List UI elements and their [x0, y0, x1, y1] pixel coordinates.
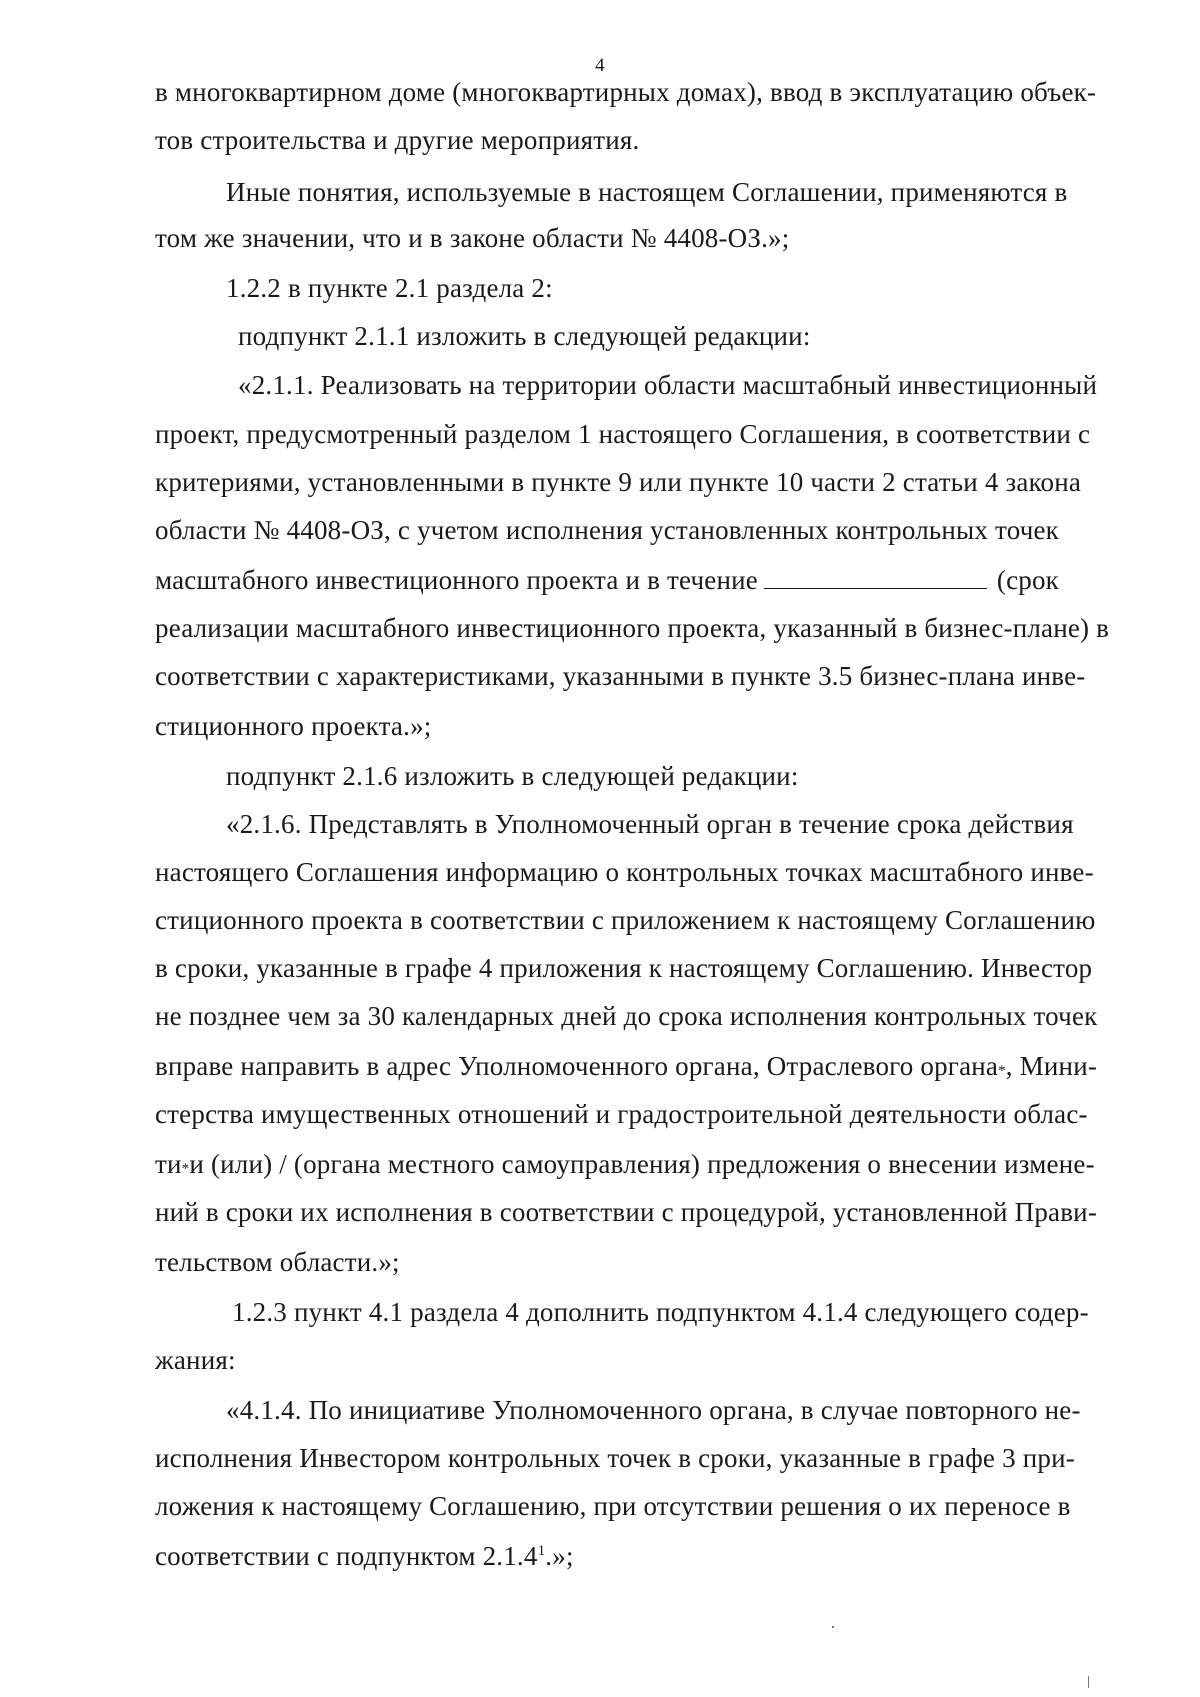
text-segment: и (или) / (органа местного самоуправления) предложения о внесении измене-: [189, 1149, 1095, 1179]
text-segment: вправе направить в адрес Уполномоченного органа, Отраслевого органа: [155, 1051, 999, 1081]
text-segment: (срок: [996, 565, 1059, 595]
text-line: тов строительства и другие мероприятия.: [155, 125, 640, 155]
fill-in-blank: [764, 568, 987, 589]
text-line: жания:: [155, 1345, 236, 1375]
text-line: ложения к настоящему Соглашению, при отсутствии решения о их переносе в: [155, 1491, 1071, 1521]
text-line: проект, предусмотренный разделом 1 настоящего Соглашения, в соответствии с: [155, 419, 1091, 449]
footnote-mark: 1: [537, 1543, 546, 1559]
text-line: критериями, установленными в пункте 9 или пункте 10 части 2 статьи 4 закона: [155, 467, 1082, 497]
text-segment: .»;: [545, 1541, 574, 1571]
paragraph-first-line: подпункт 2.1.6 изложить в следующей редакции:: [226, 761, 799, 791]
text-line: соответствии с характеристиками, указанными в пункте 3.5 бизнес-плана инве-: [155, 661, 1086, 691]
paragraph-first-line: Иные понятия, используемые в настоящем Соглашении, применяются в: [226, 177, 1068, 207]
page-number: 4: [595, 55, 605, 76]
scan-mark: [1088, 1676, 1089, 1688]
text-line: исполнения Инвестором контрольных точек в сроки, указанные в графе 3 при-: [155, 1443, 1075, 1473]
paragraph-first-line: 1.2.2 в пункте 2.1 раздела 2:: [226, 273, 553, 303]
text-line: в сроки, указанные в графе 4 приложения к настоящему Соглашению. Инвестор: [155, 953, 1093, 983]
paragraph-first-line: «2.1.6. Представлять в Уполномоченный орган в течение срока действия: [226, 809, 1074, 839]
text-line: стиционного проекта в соответствии с приложением к настоящему Соглашению: [155, 905, 1096, 935]
text-line: стиционного проекта.»;: [155, 711, 432, 741]
text-line: реализации масштабного инвестиционного проекта, указанный в бизнес-плане) в: [155, 613, 1110, 643]
text-line-with-footnote: вправе направить в адрес Уполномоченного органа, Отраслевого органа * , Мини-: [155, 1051, 1098, 1081]
text-line: стерства имущественных отношений и градостроительной деятельности облас-: [155, 1099, 1088, 1129]
text-line: тельством области.»;: [155, 1247, 400, 1277]
paragraph-first-line: «2.1.1. Реализовать на территории области масштабный инвестиционный: [238, 370, 1098, 400]
text-line-with-footnote: ти * и (или) / (органа местного самоуправления) предложения о внесении измене-: [155, 1149, 1095, 1179]
paragraph-first-line: 1.2.3 пункт 4.1 раздела 4 дополнить подпунктом 4.1.4 следующего содер-: [232, 1297, 1089, 1327]
text-line-with-blank: [155, 564, 1059, 596]
text-line: настоящего Соглашения информацию о контрольных точках масштабного инве-: [155, 857, 1094, 887]
paragraph-first-line: подпункт 2.1.1 изложить в следующей редакции:: [238, 321, 811, 351]
scan-speck: [832, 1626, 834, 1628]
text-line: ний в сроки их исполнения в соответствии с процедурой, установленной Прави-: [155, 1197, 1098, 1227]
text-segment: масштабного инвестиционного проекта и в течение: [155, 565, 758, 595]
text-segment: соответствии с подпунктом 2.1.4: [155, 1541, 538, 1571]
text-line: в многоквартирном доме (многоквартирных домах), ввод в эксплуатацию объек-: [155, 77, 1097, 107]
text-segment: , Мини-: [1005, 1051, 1098, 1081]
text-line: не позднее чем за 30 календарных дней до срока исполнения контрольных точек: [155, 1001, 1098, 1031]
text-line: области № 4408-ОЗ, с учетом исполнения установленных контрольных точек: [155, 515, 1059, 545]
text-segment: ти: [155, 1149, 182, 1179]
text-line-with-footnote: [155, 1540, 574, 1572]
paragraph-first-line: «4.1.4. По инициативе Уполномоченного органа, в случае повторного не-: [226, 1395, 1081, 1425]
text-line: том же значении, что и в законе области № 4408-ОЗ.»;: [155, 223, 790, 253]
